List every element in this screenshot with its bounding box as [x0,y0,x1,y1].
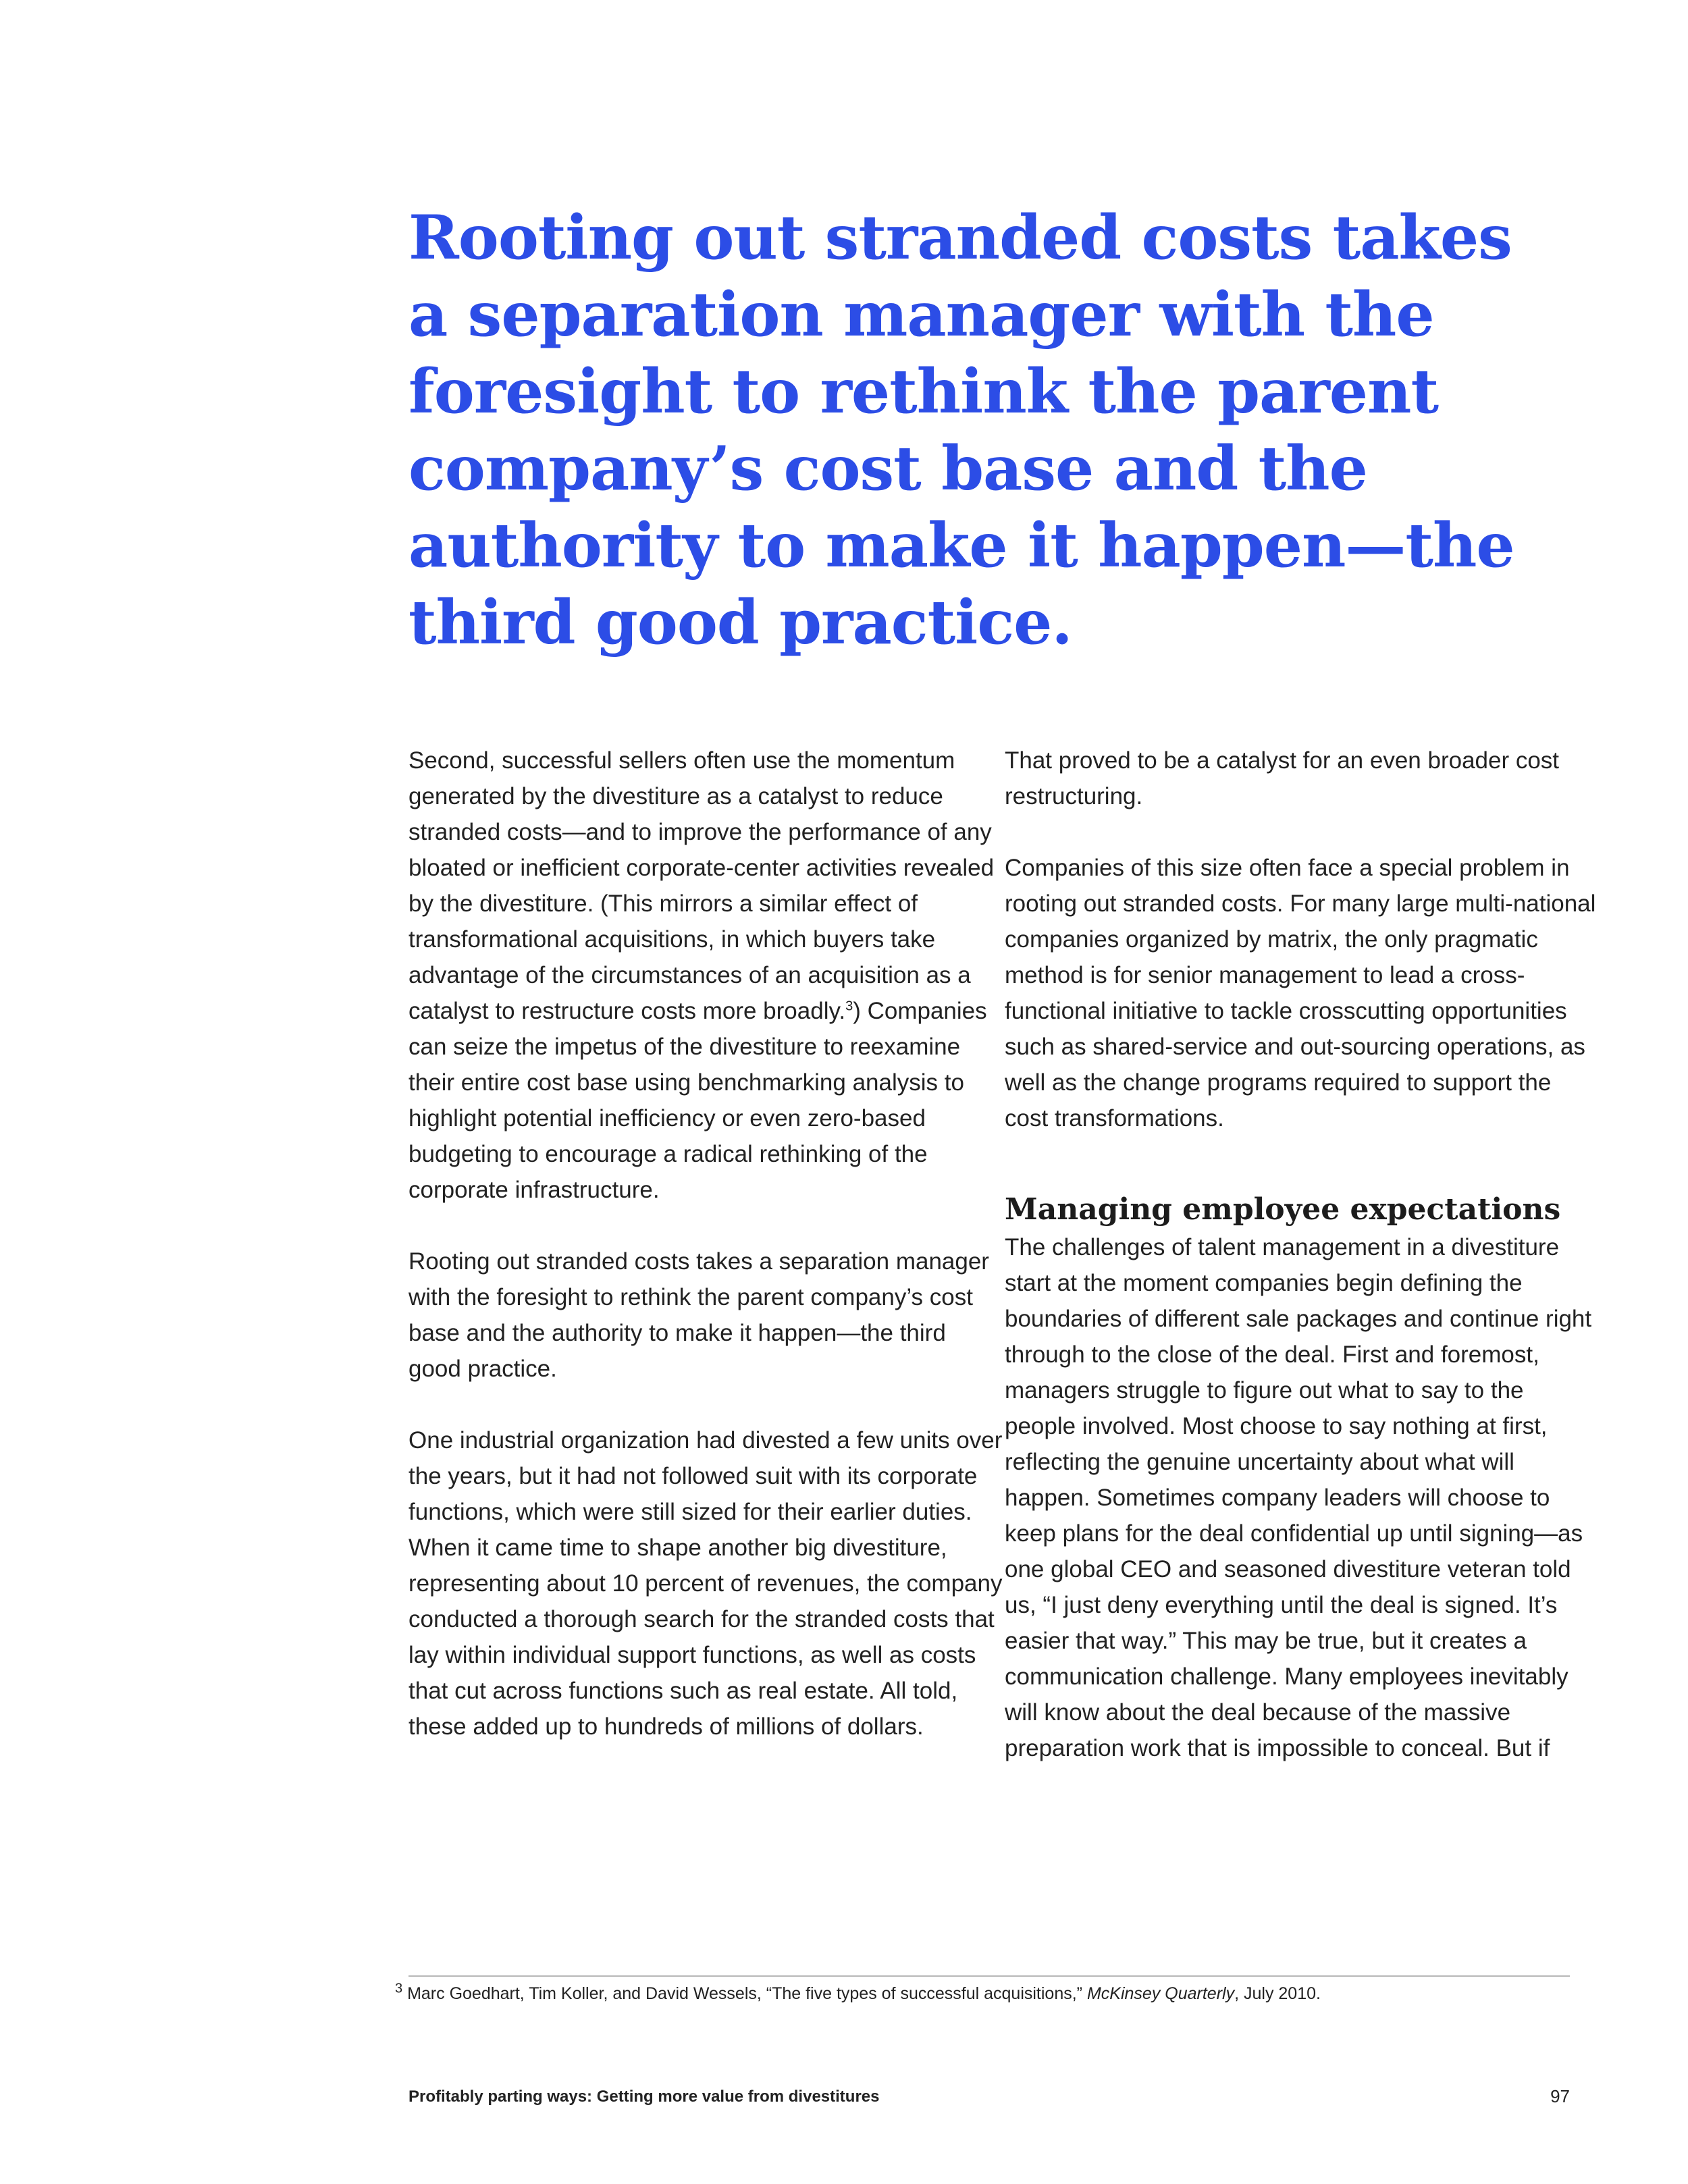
footnote-text-end: , July 2010. [1234,1984,1321,2003]
body-paragraph-1 [408,743,1003,1208]
page-number: 97 [1550,2086,1570,2106]
body-paragraph-3: One industrial organization had divested a few units over the years, but it had not followed suit with its corporate functions, which were still sized for their earlier duties. When it came time to shape another big divestiture, representing about 10 percent of revenues, the company conducted a thorough search for the stranded costs that lay within individual support functions, as well as costs that cut across functions such as real estate. All told, these added up to hundreds of millions of dollars. [408,1427,1003,1740]
body-paragraph-6: The challenges of talent management in a divestiture start at the moment companies begin defining the boundaries of different sale packages and continue right through to the close of the deal. First and foremost, managers struggle to figure out what to say to the people involved. Most choose to say nothing at first, reflecting the genuine uncertainty about what will happen. Sometimes company leaders will choose to keep plans for the deal confidential up until signing—as one global CEO and seasoned divestiture veteran told us, “I just deny everything until the deal is signed. It’s easier that way.” This may be true, but it creates a communication challenge. Many employees inevitably will know about the deal because of the massive preparation work that is impossible to conceal. But if [1005,1234,1592,1761]
footnote-reference[interactable]: 3 [845,998,853,1014]
footnote [395,1981,1583,2006]
footnote-publication: McKinsey Quarterly [1086,1984,1235,2003]
footnote-text: Marc Goedhart, Tim Koller, and David Wessels, “The five types of successful acquisitions,” [402,1984,1087,2003]
body-paragraph-5: Companies of this size often face a special problem in rooting out stranded costs. For many large multi-national companies organized by matrix, the only pragmatic method is for senior management to lead a cross-functional initiative to tackle crosscutting opportunities such as shared-service and out-sourcing operations, as well as the change programs required to support the cost transformations. [1005,855,1596,1131]
body-paragraph-4: That proved to be a catalyst for an even broader cost restructuring. [1005,747,1560,809]
paragraph-text: ) Companies can seize the impetus of the divestiture to reexamine their entire cost base using benchmarking analysis to highlight potential inefficiency or even zero-based budgeting to encourage a radical rethinking of the corporate infrastructure. [408,998,987,1203]
left-column [408,743,1003,1744]
pull-quote: Rooting out stranded costs takes a separation manager with the foresight to rethink the parent company’s cost base and the authority to make it happen—the third good practice. [408,202,1514,658]
footnote-divider [408,1975,1570,1977]
paragraph-text: Second, successful sellers often use the momentum generated by the divestiture as a catalyst to reduce stranded costs—and to improve the performance of any bloated or inefficient corporate-center activities revealed by the divestiture. (This mirrors a similar effect of transformational acquisitions, in which buyers take advantage of the circumstances of an acquisition as a catalyst to restructure costs more broadly. [408,747,995,1024]
running-footer-title: Profitably parting ways: Getting more value from divestitures [408,2087,880,2106]
section-heading: Managing employee expectations [1005,1192,1561,1227]
footnote-number: 3 [395,1981,403,1996]
right-column [1005,743,1599,1766]
body-paragraph-2: Rooting out stranded costs takes a separation manager with the foresight to rethink the parent company’s cost base and the authority to make it happen—the third good practice. [408,1248,989,1382]
